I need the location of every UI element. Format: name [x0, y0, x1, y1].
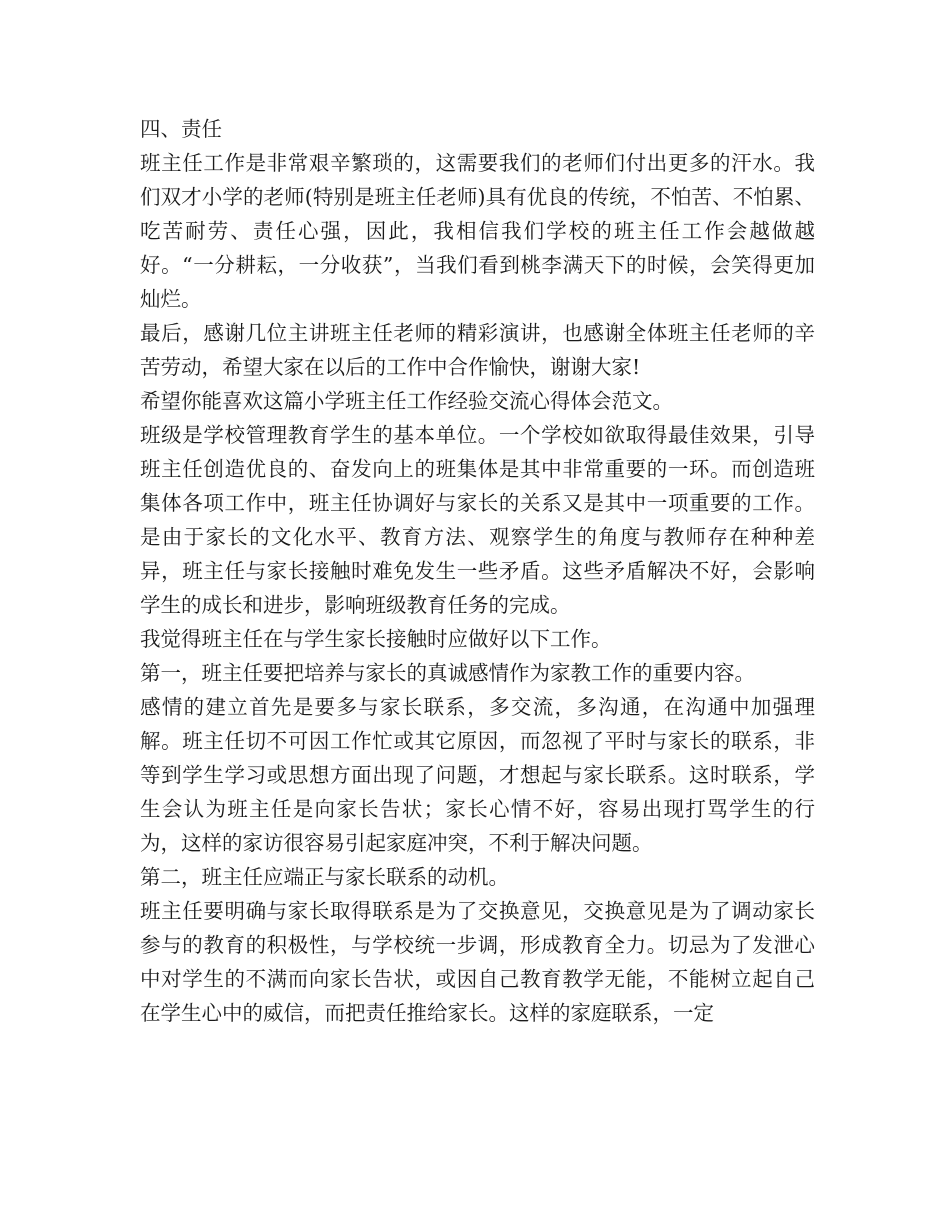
- paragraph: 感情的建立首先是要多与家长联系，多交流，多沟通，在沟通中加强理解。班主任切不可因工作忙或其它原因，而忽视了平时与家长的联系，非等到学生学习或思想方面出现了问题，才想起与家长联系。这时联系，学生会认为班主任是向家长告状；家长心情不好，容易出现打骂学生的行为，这样的家访很容易引起家庭冲突，不利于解决问题。: [140, 695, 815, 855]
- paragraph: 第一，班主任要把培养与家长的真诚感情作为家教工作的重要内容。: [140, 661, 755, 685]
- paragraph: 班级是学校管理教育学生的基本单位。一个学校如欲取得最佳效果，引导班主任创造优良的、奋发向上的班集体是其中非常重要的一环。而创造班集体各项工作中，班主任协调好与家长的关系又是其中一项重要的工作。是由于家长的文化水平、教育方法、观察学生的角度与教师存在种种差异，班主任与家长接触时难免发生一些矛盾。这些矛盾解决不好，会影响学生的成长和进步，影响班级教育任务的完成。: [140, 423, 815, 617]
- section-heading: 四、责任: [140, 117, 222, 141]
- paragraph: 希望你能喜欢这篇小学班主任工作经验交流心得体会范文。: [140, 389, 673, 413]
- document-body: [140, 112, 815, 1030]
- paragraph: 班主任要明确与家长取得联系是为了交换意见，交换意见是为了调动家长参与的教育的积极性，与学校统一步调，形成教育全力。切忌为了发泄心中对学生的不满而向家长告状，或因自己教育教学无能，不能树立起自己在学生心中的威信，而把责任推给家长。这样的家庭联系，一定: [140, 899, 815, 1025]
- paragraph: 我觉得班主任在与学生家长接触时应做好以下工作。: [140, 627, 612, 651]
- paragraph: 最后，感谢几位主讲班主任老师的精彩演讲，也感谢全体班主任老师的辛苦劳动，希望大家在以后的工作中合作愉快，谢谢大家!: [140, 321, 815, 379]
- paragraph: 班主任工作是非常艰辛繁琐的，这需要我们的老师们付出更多的汗水。我们双才小学的老师(特别是班主任老师)具有优良的传统，不怕苦、不怕累、吃苦耐劳、责任心强，因此，我相信我们学校的班主任工作会越做越好。“一分耕耘，一分收获”，当我们看到桃李满天下的时候，会笑得更加灿烂。: [140, 151, 815, 311]
- paragraph: 第二，班主任应端正与家长联系的动机。: [140, 865, 509, 889]
